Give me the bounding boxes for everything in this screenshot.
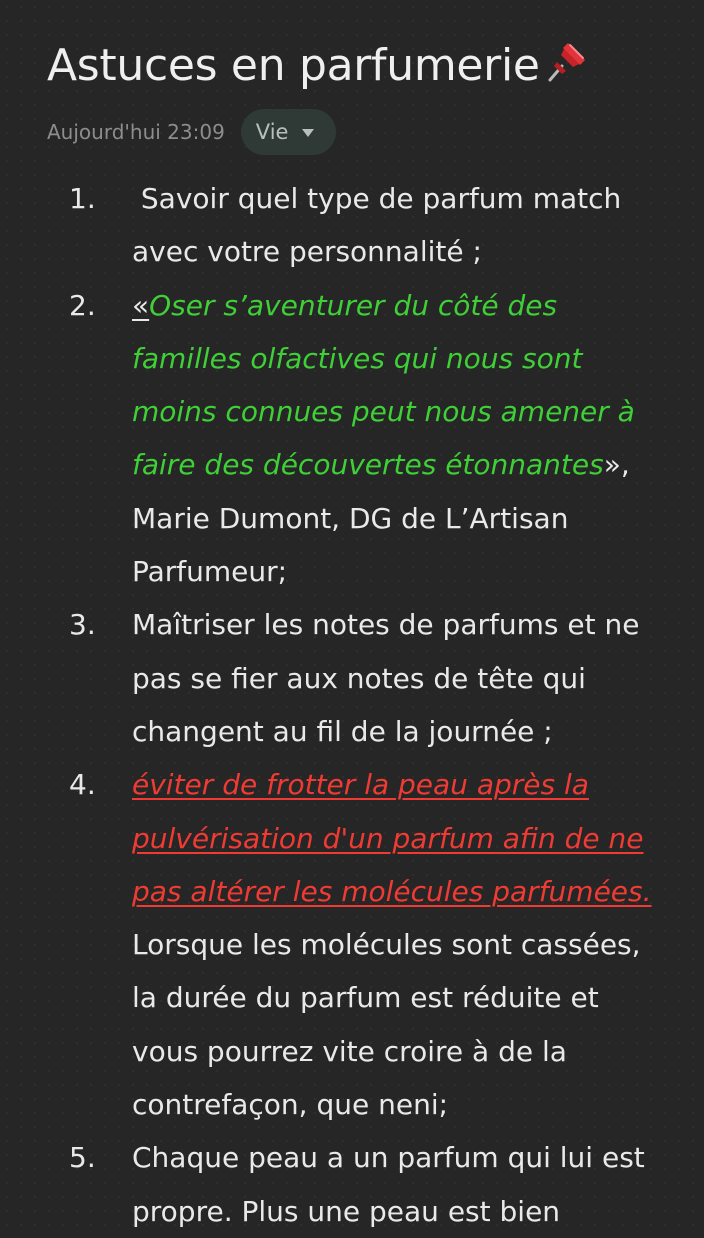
list-text <box>132 758 664 1131</box>
note-meta <box>47 108 664 156</box>
list-text: Savoir quel type de parfum match avec votre personnalité ; <box>132 182 631 269</box>
list-text: Maîtriser les notes de parfums et ne pas se fier aux notes de tête qui changent au fil de la journée ; <box>132 608 640 748</box>
pushpin-icon <box>542 36 592 86</box>
list-item <box>47 1131 664 1238</box>
timestamp: Aujourd'hui 23:09 <box>47 120 225 144</box>
list-number: 3. <box>69 608 96 642</box>
note-title-text: Astuces en parfumerie <box>47 40 540 91</box>
red-highlight-text: éviter de frotter la peau après la pulvérisation d'un parfum afin de ne pas altérer les molécules parfumées. <box>132 768 652 908</box>
green-highlight-text: Oser s’aventurer du côté des familles olfactives qui nous sont moins connues peut nous amener à faire des découvertes étonnantes <box>132 288 635 482</box>
list-item <box>47 758 664 1131</box>
quote-attribution: », Marie Dumont, DG de L’Artisan Parfumeur; <box>132 448 630 589</box>
list-text <box>132 279 664 599</box>
list-item <box>47 172 664 279</box>
list-text: Chaque peau a un parfum qui lui est propre. Plus une peau est bien <box>132 1141 645 1228</box>
note-body[interactable] <box>47 172 664 1238</box>
chevron-down-icon <box>302 129 314 137</box>
note-title[interactable] <box>47 34 664 98</box>
list-number: 1. <box>69 182 96 215</box>
list-number: 5. <box>69 1141 96 1175</box>
list-number: 2. <box>69 288 96 322</box>
category-dropdown[interactable] <box>241 109 337 155</box>
category-label: Vie <box>255 120 289 144</box>
list-item <box>47 598 664 758</box>
list-number: 4. <box>69 768 96 802</box>
open-quote: « <box>132 288 150 322</box>
list-text-continued: Lorsque les molécules sont cassées, la durée du parfum est réduite et vous pourrez vite croire à de la contrefaçon, que neni; <box>132 928 641 1122</box>
list-item <box>47 279 664 599</box>
